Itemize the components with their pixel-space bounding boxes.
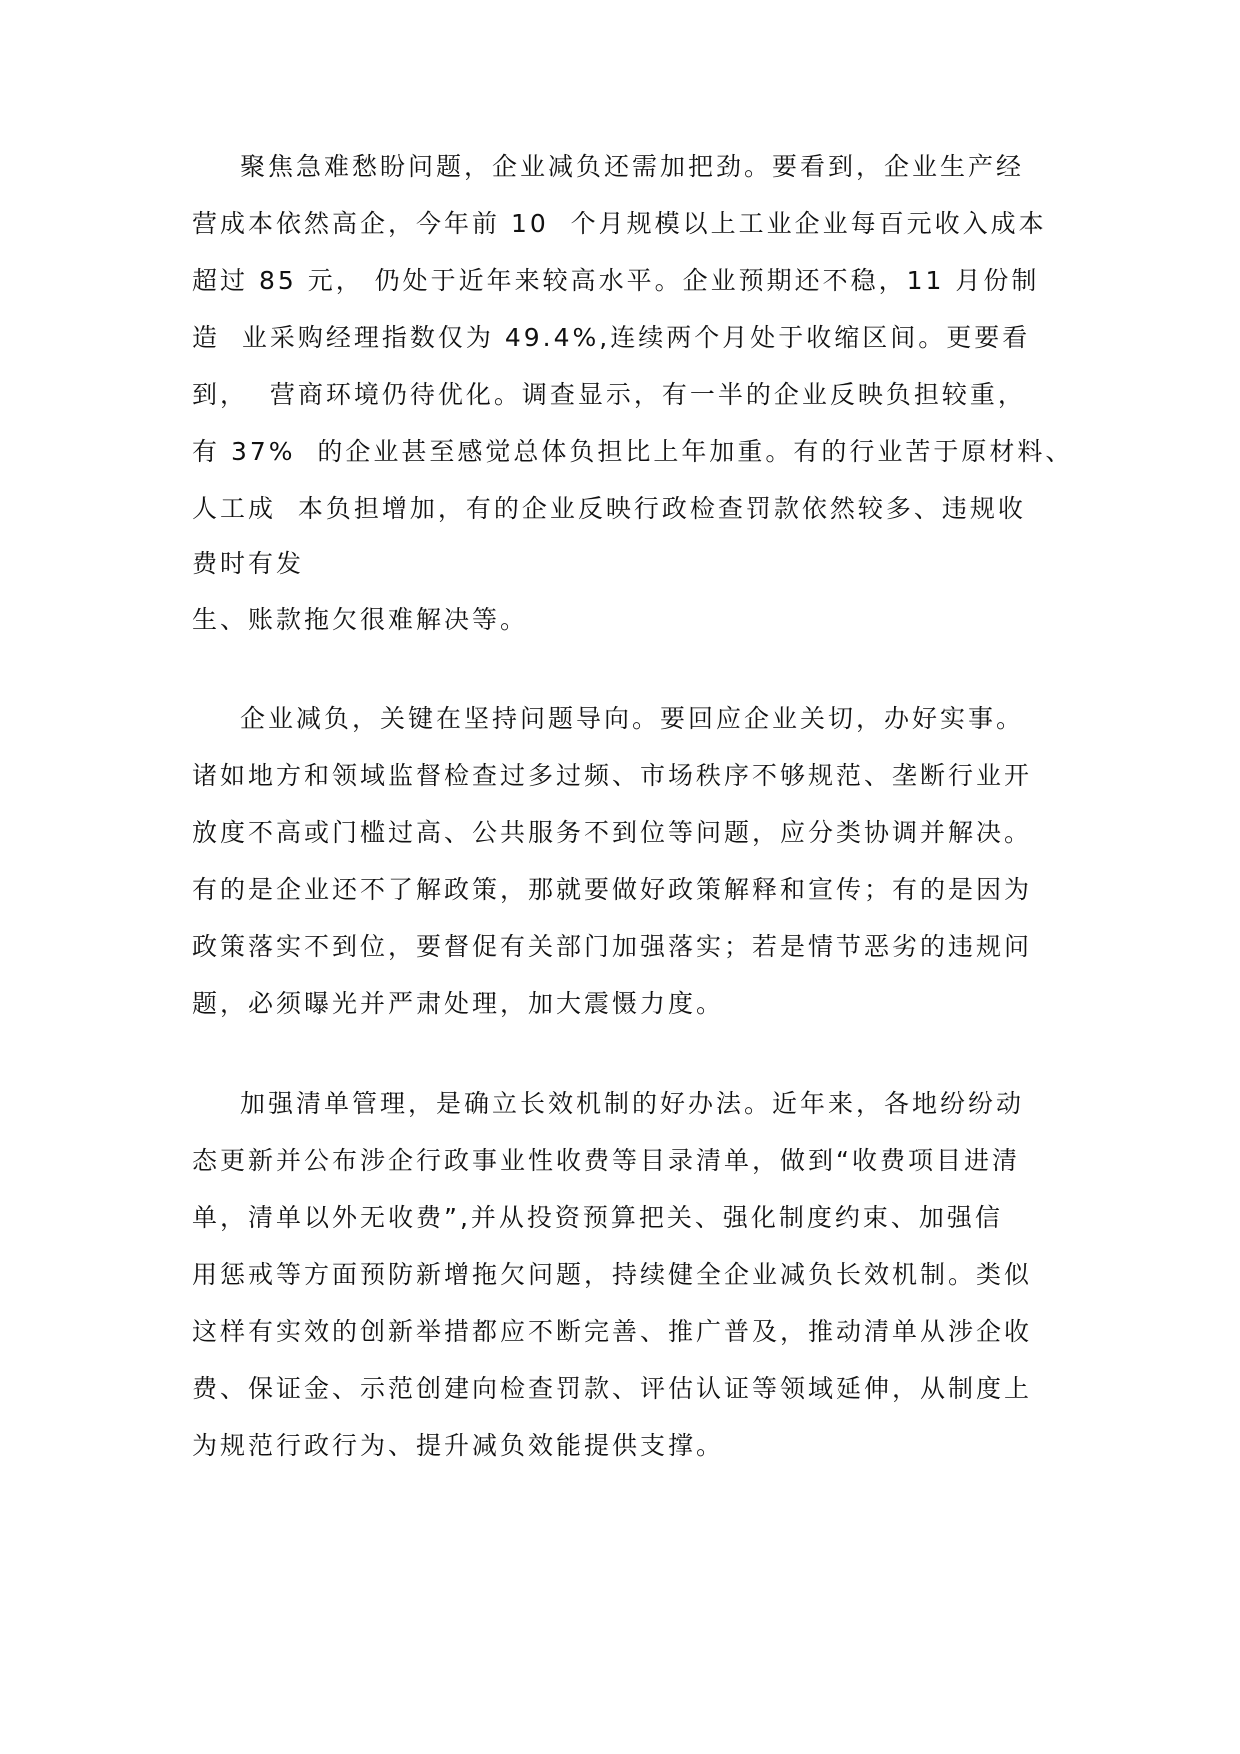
text-line: 营成本依然高企，今年前 10 个月规模以上工业企业每百元收入成本 [192,209,1047,238]
text-line: 为规范行政行为、提升减负效能提供支撑。 [192,1431,725,1460]
text-line: 企业减负，关键在坚持问题导向。要回应企业关切，办好实事。 [240,704,1025,733]
text-line: 诸如地方和领域监督检查过多过频、市场秩序不够规范、垄断行业开 [192,761,1033,790]
text-line: 聚焦急难愁盼问题，企业减负还需加把劲。要看到，企业生产经 [240,152,1025,181]
text-line: 费时有发 [192,549,305,578]
text-line: 到， 营商环境仍待优化。调查显示，有一半的企业反映负担较重， [192,380,1026,409]
text-line: 超过 85 元， 仍处于近年来较高水平。企业预期还不稳，11 月份制 [192,266,1040,295]
text-line: 用惩戒等方面预防新增拖欠问题，持续健全企业减负长效机制。类似 [192,1260,1033,1289]
text-line: 费、保证金、示范创建向检查罚款、评估认证等领域延伸，从制度上 [192,1374,1033,1403]
text-line: 政策落实不到位，要督促有关部门加强落实；若是情节恶劣的违规问 [192,932,1033,961]
text-line: 态更新并公布涉企行政事业性收费等目录清单，做到“收费项目进清 [192,1146,1020,1175]
text-line: 题，必须曝光并严肃处理，加大震慑力度。 [192,989,725,1018]
text-line: 人工成 本负担增加，有的企业反映行政检查罚款依然较多、违规收 [192,494,1026,523]
text-line: 生、账款拖欠很难解决等。 [192,605,529,634]
text-line: 这样有实效的创新举措都应不断完善、推广普及，推动清单从涉企收 [192,1317,1033,1346]
text-line: 单，清单以外无收费”,并从投资预算把关、强化制度约束、加强信 [192,1203,1003,1232]
text-line: 放度不高或门槛过高、公共服务不到位等问题，应分类协调并解决。 [192,818,1033,847]
text-line: 造 业采购经理指数仅为 49.4%,连续两个月处于收缩区间。更要看 [192,323,1031,352]
text-line: 加强清单管理，是确立长效机制的好办法。近年来，各地纷纷动 [240,1089,1025,1118]
text-line: 有 37% 的企业甚至感觉总体负担比上年加重。有的行业苦于原材料、 [192,437,1074,466]
text-line: 有的是企业还不了解政策，那就要做好政策解释和宣传；有的是因为 [192,875,1033,904]
